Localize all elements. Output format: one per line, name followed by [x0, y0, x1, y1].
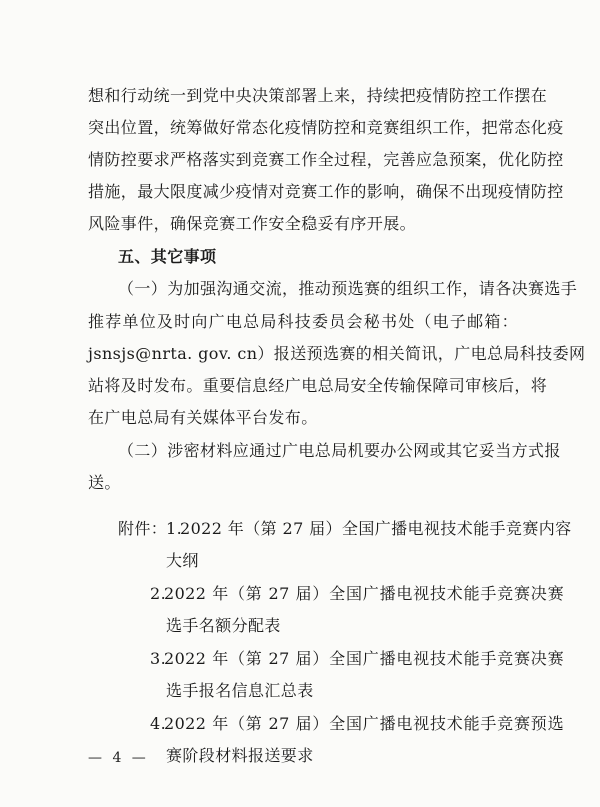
para2-line-3: jsnsjs@nrta. gov. cn）报送预选赛的相关简讯，广电总局科技委网 [88, 344, 586, 363]
attachment-2-num: 2. [150, 584, 167, 603]
para3-line-1: （二）涉密材料应通过广电总局机要办公网或其它妥当方式报 [118, 441, 561, 460]
attachment-4-num: 4. [150, 714, 167, 733]
para1-line-1: 想和行动统一到党中央决策部署上来，持续把疫情防控工作摆在 [88, 86, 548, 105]
para1-line-2: 突出位置，统筹做好常态化疫情防控和竞赛组织工作，把常态化疫 [88, 118, 564, 137]
attachment-2-title: 2022 年（第 27 届）全国广播电视技术能手竞赛决赛 [164, 584, 564, 603]
para2-line-5: 在广电总局有关媒体平台发布。 [88, 408, 318, 427]
para3-line-2: 送。 [88, 473, 121, 492]
attachment-3-title-cont: 选手报名信息汇总表 [166, 681, 314, 700]
attachment-1-title-cont: 大纲 [166, 551, 199, 570]
attachment-3-title: 2022 年（第 27 届）全国广播电视技术能手竞赛决赛 [164, 649, 564, 668]
attachment-4-title: 2022 年（第 27 届）全国广播电视技术能手竞赛预选 [164, 714, 564, 733]
page-number: — 4 — [88, 750, 149, 766]
attachment-1-title: 2022 年（第 27 届）全国广播电视技术能手竞赛内容 [180, 519, 572, 538]
para2-line-2: 推荐单位及时向广电总局科技委员会秘书处（电子邮箱： [88, 312, 518, 331]
attachment-1-num: 1. [166, 519, 183, 538]
section-heading: 五、其它事项 [118, 247, 217, 266]
para1-line-3: 情防控要求严格落实到竞赛工作全过程，完善应急预案，优化防控 [88, 150, 564, 169]
attachment-4-title-cont: 赛阶段材料报送要求 [166, 746, 314, 765]
attachments-prefix: 附件： [118, 519, 168, 538]
para1-line-4: 措施，最大限度减少疫情对竞赛工作的影响，确保不出现疫情防控 [88, 182, 564, 201]
para2-line-4: 站将及时发布。重要信息经广电总局安全传输保障司审核后，将 [88, 376, 548, 395]
attachment-2-title-cont: 选手名额分配表 [166, 616, 281, 635]
para1-line-5: 风险事件，确保竞赛工作安全稳妥有序开展。 [88, 214, 417, 233]
para2-line-1: （一）为加强沟通交流，推动预选赛的组织工作，请各决赛选手 [118, 279, 578, 298]
attachment-3-num: 3. [150, 649, 167, 668]
